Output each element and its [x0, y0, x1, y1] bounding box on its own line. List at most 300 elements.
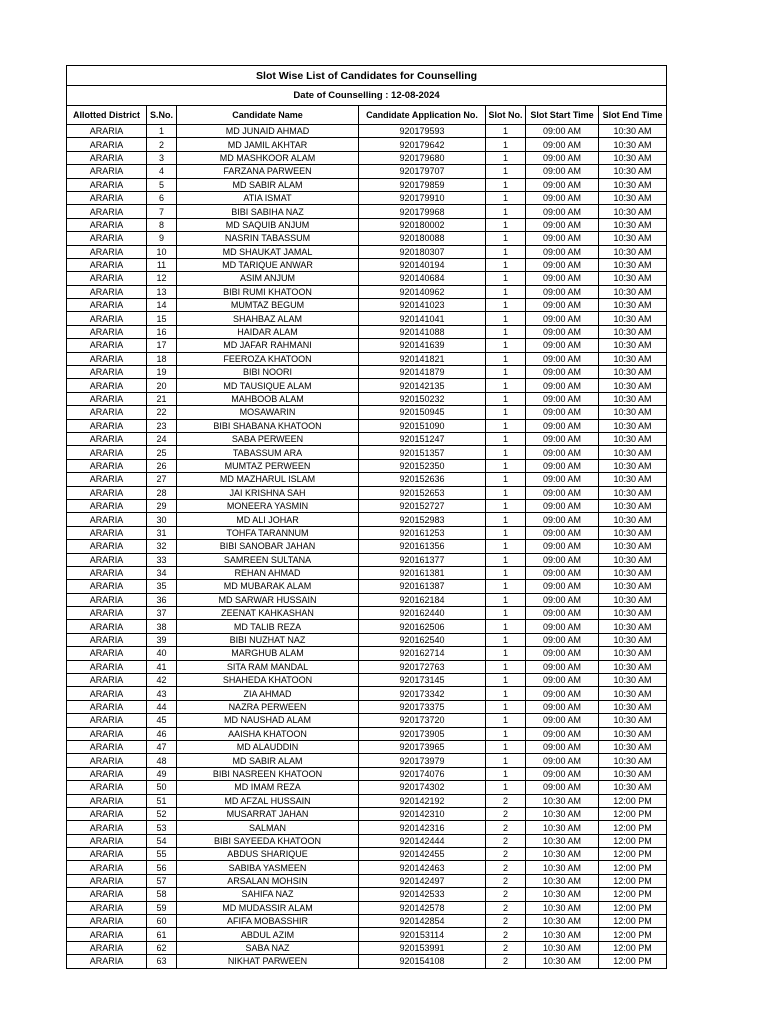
- district-cell: ARARIA: [67, 901, 147, 914]
- name-cell: ARSALAN MOHSIN: [177, 874, 359, 887]
- serial-cell: 14: [147, 299, 177, 312]
- name-cell: MUMTAZ BEGUM: [177, 299, 359, 312]
- slot-cell: 2: [486, 834, 526, 847]
- slot-cell: 1: [486, 218, 526, 231]
- table-row: [67, 727, 667, 740]
- start-time-cell: 09:00 AM: [526, 205, 599, 218]
- application-cell: 920142316: [359, 821, 486, 834]
- table-row: [67, 620, 667, 633]
- name-cell: MD IMAM REZA: [177, 781, 359, 794]
- table-row: [67, 955, 667, 968]
- start-time-cell: 09:00 AM: [526, 165, 599, 178]
- serial-cell: 34: [147, 566, 177, 579]
- end-time-cell: 12:00 PM: [599, 915, 667, 928]
- name-cell: BIBI NASREEN KHATOON: [177, 767, 359, 780]
- end-time-cell: 10:30 AM: [599, 526, 667, 539]
- district-cell: ARARIA: [67, 580, 147, 593]
- serial-cell: 10: [147, 245, 177, 258]
- slot-cell: 1: [486, 352, 526, 365]
- name-cell: MD MASHKOOR ALAM: [177, 151, 359, 164]
- start-time-cell: 10:30 AM: [526, 848, 599, 861]
- name-cell: SABA PERWEEN: [177, 432, 359, 445]
- name-cell: ASIM ANJUM: [177, 272, 359, 285]
- district-cell: ARARIA: [67, 687, 147, 700]
- start-time-cell: 09:00 AM: [526, 767, 599, 780]
- end-time-cell: 12:00 PM: [599, 821, 667, 834]
- application-cell: 920173905: [359, 727, 486, 740]
- table-row: [67, 553, 667, 566]
- name-cell: SABA NAZ: [177, 941, 359, 954]
- slot-cell: 1: [486, 607, 526, 620]
- slot-cell: 1: [486, 245, 526, 258]
- serial-cell: 25: [147, 446, 177, 459]
- application-cell: 920142854: [359, 915, 486, 928]
- end-time-cell: 10:30 AM: [599, 325, 667, 338]
- district-cell: ARARIA: [67, 781, 147, 794]
- serial-cell: 3: [147, 151, 177, 164]
- district-cell: ARARIA: [67, 807, 147, 820]
- application-cell: 920173145: [359, 674, 486, 687]
- start-time-cell: 09:00 AM: [526, 339, 599, 352]
- application-cell: 920140194: [359, 258, 486, 271]
- table-row: [67, 419, 667, 432]
- table-row: [67, 580, 667, 593]
- table-row: [67, 312, 667, 325]
- end-time-cell: 10:30 AM: [599, 446, 667, 459]
- name-cell: BIBI SAYEEDA KHATOON: [177, 834, 359, 847]
- name-cell: ATIA ISMAT: [177, 191, 359, 204]
- district-cell: ARARIA: [67, 633, 147, 646]
- district-cell: ARARIA: [67, 299, 147, 312]
- district-cell: ARARIA: [67, 593, 147, 606]
- name-cell: MD SARWAR HUSSAIN: [177, 593, 359, 606]
- district-cell: ARARIA: [67, 325, 147, 338]
- serial-cell: 4: [147, 165, 177, 178]
- name-cell: BIBI SANOBAR JAHAN: [177, 540, 359, 553]
- district-cell: ARARIA: [67, 245, 147, 258]
- district-cell: ARARIA: [67, 178, 147, 191]
- application-cell: 920172763: [359, 660, 486, 673]
- table-row: [67, 526, 667, 539]
- name-cell: AFIFA MOBASSHIR: [177, 915, 359, 928]
- column-header-row: [67, 106, 667, 125]
- table-row: [67, 178, 667, 191]
- serial-cell: 58: [147, 888, 177, 901]
- serial-cell: 45: [147, 714, 177, 727]
- start-time-cell: 09:00 AM: [526, 446, 599, 459]
- table-row: [67, 794, 667, 807]
- slot-cell: 1: [486, 540, 526, 553]
- district-cell: ARARIA: [67, 499, 147, 512]
- slot-cell: 1: [486, 366, 526, 379]
- district-cell: ARARIA: [67, 191, 147, 204]
- name-cell: BIBI NOORI: [177, 366, 359, 379]
- application-cell: 920162540: [359, 633, 486, 646]
- application-cell: 920174076: [359, 767, 486, 780]
- end-time-cell: 10:30 AM: [599, 767, 667, 780]
- district-cell: ARARIA: [67, 473, 147, 486]
- district-cell: ARARIA: [67, 526, 147, 539]
- application-cell: 920180002: [359, 218, 486, 231]
- application-cell: 920162714: [359, 647, 486, 660]
- slot-cell: 2: [486, 901, 526, 914]
- serial-cell: 57: [147, 874, 177, 887]
- end-time-cell: 12:00 PM: [599, 888, 667, 901]
- table-row: [67, 874, 667, 887]
- slot-cell: 1: [486, 258, 526, 271]
- slot-cell: 2: [486, 861, 526, 874]
- slot-cell: 2: [486, 848, 526, 861]
- name-cell: AAISHA KHATOON: [177, 727, 359, 740]
- start-time-cell: 09:00 AM: [526, 379, 599, 392]
- end-time-cell: 12:00 PM: [599, 955, 667, 968]
- start-time-cell: 09:00 AM: [526, 660, 599, 673]
- application-cell: 920142578: [359, 901, 486, 914]
- name-cell: SHAHBAZ ALAM: [177, 312, 359, 325]
- serial-cell: 39: [147, 633, 177, 646]
- table-row: [67, 687, 667, 700]
- table-row: [67, 245, 667, 258]
- name-cell: MARGHUB ALAM: [177, 647, 359, 660]
- serial-cell: 37: [147, 607, 177, 620]
- table-row: [67, 406, 667, 419]
- start-time-cell: 09:00 AM: [526, 232, 599, 245]
- end-time-cell: 10:30 AM: [599, 245, 667, 258]
- district-cell: ARARIA: [67, 406, 147, 419]
- table-row: [67, 821, 667, 834]
- table-row: [67, 767, 667, 780]
- slot-cell: 1: [486, 714, 526, 727]
- start-time-cell: 09:00 AM: [526, 432, 599, 445]
- table-row: [67, 566, 667, 579]
- district-cell: ARARIA: [67, 660, 147, 673]
- table-row: [67, 232, 667, 245]
- district-cell: ARARIA: [67, 928, 147, 941]
- name-cell: NIKHAT PARWEEN: [177, 955, 359, 968]
- table-row: [67, 486, 667, 499]
- slot-cell: 1: [486, 647, 526, 660]
- slot-cell: 1: [486, 486, 526, 499]
- start-time-cell: 09:00 AM: [526, 593, 599, 606]
- start-time-cell: 09:00 AM: [526, 727, 599, 740]
- name-cell: SHAHEDA KHATOON: [177, 674, 359, 687]
- name-cell: NAZRA PERWEEN: [177, 700, 359, 713]
- end-time-cell: 10:30 AM: [599, 165, 667, 178]
- slot-cell: 1: [486, 379, 526, 392]
- start-time-cell: 10:30 AM: [526, 915, 599, 928]
- application-cell: 920173965: [359, 740, 486, 753]
- name-cell: MD SAQUIB ANJUM: [177, 218, 359, 231]
- slot-cell: 1: [486, 232, 526, 245]
- slot-cell: 2: [486, 874, 526, 887]
- table-row: [67, 901, 667, 914]
- end-time-cell: 10:30 AM: [599, 754, 667, 767]
- application-cell: 920154108: [359, 955, 486, 968]
- start-time-cell: 09:00 AM: [526, 513, 599, 526]
- district-cell: ARARIA: [67, 607, 147, 620]
- district-cell: ARARIA: [67, 941, 147, 954]
- table-row: [67, 191, 667, 204]
- table-row: [67, 499, 667, 512]
- serial-cell: 1: [147, 125, 177, 138]
- slot-cell: 1: [486, 580, 526, 593]
- application-cell: 920161253: [359, 526, 486, 539]
- end-time-cell: 10:30 AM: [599, 125, 667, 138]
- name-cell: MAHBOOB ALAM: [177, 392, 359, 405]
- application-cell: 920162506: [359, 620, 486, 633]
- district-cell: ARARIA: [67, 740, 147, 753]
- application-cell: 920180307: [359, 245, 486, 258]
- end-time-cell: 12:00 PM: [599, 928, 667, 941]
- application-cell: 920179968: [359, 205, 486, 218]
- table-row: [67, 218, 667, 231]
- serial-cell: 15: [147, 312, 177, 325]
- start-time-cell: 09:00 AM: [526, 486, 599, 499]
- name-cell: BIBI NUZHAT NAZ: [177, 633, 359, 646]
- end-time-cell: 10:30 AM: [599, 714, 667, 727]
- name-cell: MOSAWARIN: [177, 406, 359, 419]
- slot-cell: 2: [486, 807, 526, 820]
- district-cell: ARARIA: [67, 165, 147, 178]
- application-cell: 920150232: [359, 392, 486, 405]
- start-time-cell: 09:00 AM: [526, 674, 599, 687]
- serial-cell: 9: [147, 232, 177, 245]
- name-cell: MD MUBARAK ALAM: [177, 580, 359, 593]
- slot-cell: 1: [486, 727, 526, 740]
- slot-cell: 1: [486, 660, 526, 673]
- name-cell: REHAN AHMAD: [177, 566, 359, 579]
- application-cell: 920151247: [359, 432, 486, 445]
- end-time-cell: 10:30 AM: [599, 406, 667, 419]
- serial-cell: 50: [147, 781, 177, 794]
- name-cell: MD ALAUDDIN: [177, 740, 359, 753]
- name-cell: NASRIN TABASSUM: [177, 232, 359, 245]
- name-cell: FARZANA PARWEEN: [177, 165, 359, 178]
- end-time-cell: 10:30 AM: [599, 339, 667, 352]
- end-time-cell: 10:30 AM: [599, 566, 667, 579]
- serial-cell: 31: [147, 526, 177, 539]
- table-row: [67, 352, 667, 365]
- slot-cell: 2: [486, 955, 526, 968]
- end-time-cell: 10:30 AM: [599, 178, 667, 191]
- application-cell: 920152983: [359, 513, 486, 526]
- serial-cell: 13: [147, 285, 177, 298]
- name-cell: HAIDAR ALAM: [177, 325, 359, 338]
- name-cell: MD TARIQUE ANWAR: [177, 258, 359, 271]
- slot-cell: 1: [486, 299, 526, 312]
- table-row: [67, 165, 667, 178]
- district-cell: ARARIA: [67, 834, 147, 847]
- slot-cell: 1: [486, 781, 526, 794]
- start-time-cell: 09:00 AM: [526, 392, 599, 405]
- district-cell: ARARIA: [67, 540, 147, 553]
- application-cell: 920141088: [359, 325, 486, 338]
- table-row: [67, 432, 667, 445]
- application-cell: 920142192: [359, 794, 486, 807]
- end-time-cell: 10:30 AM: [599, 272, 667, 285]
- slot-cell: 2: [486, 888, 526, 901]
- application-cell: 920152636: [359, 473, 486, 486]
- slot-cell: 1: [486, 473, 526, 486]
- end-time-cell: 10:30 AM: [599, 580, 667, 593]
- application-cell: 920161387: [359, 580, 486, 593]
- start-time-cell: 09:00 AM: [526, 125, 599, 138]
- table-row: [67, 633, 667, 646]
- end-time-cell: 12:00 PM: [599, 874, 667, 887]
- slot-cell: 1: [486, 459, 526, 472]
- start-time-cell: 09:00 AM: [526, 540, 599, 553]
- start-time-cell: 10:30 AM: [526, 794, 599, 807]
- serial-cell: 26: [147, 459, 177, 472]
- serial-cell: 55: [147, 848, 177, 861]
- end-time-cell: 10:30 AM: [599, 151, 667, 164]
- serial-cell: 41: [147, 660, 177, 673]
- table-row: [67, 299, 667, 312]
- start-time-cell: 09:00 AM: [526, 553, 599, 566]
- slot-cell: 2: [486, 794, 526, 807]
- name-cell: JAI KRISHNA SAH: [177, 486, 359, 499]
- district-cell: ARARIA: [67, 794, 147, 807]
- table-row: [67, 392, 667, 405]
- name-cell: BIBI RUMI KHATOON: [177, 285, 359, 298]
- application-cell: 920142533: [359, 888, 486, 901]
- slot-cell: 1: [486, 740, 526, 753]
- district-cell: ARARIA: [67, 647, 147, 660]
- application-cell: 920151357: [359, 446, 486, 459]
- district-cell: ARARIA: [67, 205, 147, 218]
- start-time-cell: 09:00 AM: [526, 325, 599, 338]
- table-row: [67, 928, 667, 941]
- name-cell: MD NAUSHAD ALAM: [177, 714, 359, 727]
- end-time-cell: 10:30 AM: [599, 727, 667, 740]
- slot-cell: 1: [486, 700, 526, 713]
- start-time-cell: 09:00 AM: [526, 647, 599, 660]
- district-cell: ARARIA: [67, 861, 147, 874]
- start-time-cell: 09:00 AM: [526, 352, 599, 365]
- start-time-cell: 09:00 AM: [526, 714, 599, 727]
- start-time-cell: 09:00 AM: [526, 138, 599, 151]
- name-cell: MONEERA YASMIN: [177, 499, 359, 512]
- district-cell: ARARIA: [67, 513, 147, 526]
- end-time-cell: 10:30 AM: [599, 218, 667, 231]
- table-row: [67, 714, 667, 727]
- slot-cell: 1: [486, 125, 526, 138]
- end-time-cell: 12:00 PM: [599, 834, 667, 847]
- application-cell: 920150945: [359, 406, 486, 419]
- district-cell: ARARIA: [67, 848, 147, 861]
- table-row: [67, 861, 667, 874]
- start-time-cell: 09:00 AM: [526, 473, 599, 486]
- end-time-cell: 12:00 PM: [599, 861, 667, 874]
- table-row: [67, 325, 667, 338]
- end-time-cell: 10:30 AM: [599, 379, 667, 392]
- end-time-cell: 10:30 AM: [599, 205, 667, 218]
- district-cell: ARARIA: [67, 700, 147, 713]
- start-time-cell: 09:00 AM: [526, 151, 599, 164]
- application-cell: 920179910: [359, 191, 486, 204]
- serial-cell: 42: [147, 674, 177, 687]
- start-time-cell: 09:00 AM: [526, 620, 599, 633]
- slot-cell: 1: [486, 687, 526, 700]
- serial-cell: 47: [147, 740, 177, 753]
- end-time-cell: 10:30 AM: [599, 740, 667, 753]
- application-cell: 920151090: [359, 419, 486, 432]
- application-cell: 920153991: [359, 941, 486, 954]
- district-cell: ARARIA: [67, 392, 147, 405]
- serial-cell: 53: [147, 821, 177, 834]
- slot-cell: 1: [486, 325, 526, 338]
- table-row: [67, 125, 667, 138]
- district-cell: ARARIA: [67, 125, 147, 138]
- name-cell: BIBI SHABANA KHATOON: [177, 419, 359, 432]
- district-cell: ARARIA: [67, 232, 147, 245]
- serial-cell: 63: [147, 955, 177, 968]
- name-cell: MUMTAZ PERWEEN: [177, 459, 359, 472]
- end-time-cell: 10:30 AM: [599, 607, 667, 620]
- table-row: [67, 473, 667, 486]
- table-row: [67, 285, 667, 298]
- slot-cell: 1: [486, 620, 526, 633]
- application-cell: 920140684: [359, 272, 486, 285]
- slot-cell: 1: [486, 419, 526, 432]
- table-row: [67, 379, 667, 392]
- start-time-cell: 09:00 AM: [526, 419, 599, 432]
- name-cell: MD JAFAR RAHMANI: [177, 339, 359, 352]
- application-cell: 920152653: [359, 486, 486, 499]
- serial-cell: 16: [147, 325, 177, 338]
- name-cell: MD JAMIL AKHTAR: [177, 138, 359, 151]
- name-cell: MUSARRAT JAHAN: [177, 807, 359, 820]
- start-time-cell: 09:00 AM: [526, 633, 599, 646]
- application-cell: 920161356: [359, 540, 486, 553]
- serial-cell: 59: [147, 901, 177, 914]
- application-cell: 920141821: [359, 352, 486, 365]
- name-cell: MD TALIB REZA: [177, 620, 359, 633]
- application-cell: 920180088: [359, 232, 486, 245]
- serial-cell: 19: [147, 366, 177, 379]
- district-cell: ARARIA: [67, 955, 147, 968]
- end-time-cell: 10:30 AM: [599, 540, 667, 553]
- application-cell: 920141879: [359, 366, 486, 379]
- application-cell: 920140962: [359, 285, 486, 298]
- serial-cell: 38: [147, 620, 177, 633]
- start-time-cell: 09:00 AM: [526, 178, 599, 191]
- application-cell: 920173979: [359, 754, 486, 767]
- slot-cell: 1: [486, 566, 526, 579]
- name-cell: MD JUNAID AHMAD: [177, 125, 359, 138]
- name-cell: SALMAN: [177, 821, 359, 834]
- district-cell: ARARIA: [67, 727, 147, 740]
- serial-cell: 52: [147, 807, 177, 820]
- start-time-cell: 09:00 AM: [526, 580, 599, 593]
- start-time-cell: 09:00 AM: [526, 218, 599, 231]
- application-cell: 920152350: [359, 459, 486, 472]
- district-cell: ARARIA: [67, 459, 147, 472]
- table-row: [67, 446, 667, 459]
- slot-cell: 1: [486, 674, 526, 687]
- table-row: [67, 272, 667, 285]
- district-cell: ARARIA: [67, 915, 147, 928]
- name-cell: FEEROZA KHATOON: [177, 352, 359, 365]
- end-time-cell: 10:30 AM: [599, 700, 667, 713]
- district-cell: ARARIA: [67, 258, 147, 271]
- start-time-cell: 10:30 AM: [526, 941, 599, 954]
- end-time-cell: 10:30 AM: [599, 232, 667, 245]
- slot-cell: 1: [486, 165, 526, 178]
- serial-cell: 46: [147, 727, 177, 740]
- district-cell: ARARIA: [67, 874, 147, 887]
- start-time-cell: 09:00 AM: [526, 459, 599, 472]
